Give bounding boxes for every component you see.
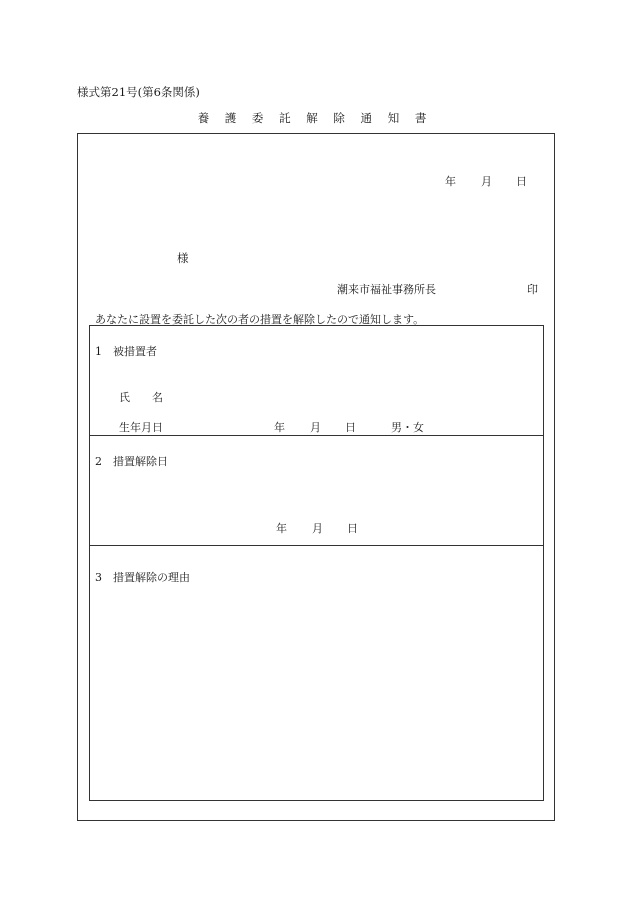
name-label: 氏 名 — [119, 391, 163, 404]
date-year-label: 年 — [445, 175, 456, 188]
birth-month-label: 月 — [310, 421, 321, 434]
row-divider-2 — [89, 545, 544, 546]
termination-year-label: 年 — [276, 522, 287, 535]
document-title: 養 護 委 託 解 除 通 知 書 — [197, 111, 433, 125]
section-person-heading: 1 被措置者 — [95, 345, 157, 358]
birthdate-label: 生年月日 — [119, 421, 163, 434]
birth-day-label: 日 — [345, 421, 356, 434]
notice-body-text: あなたに設置を委託した次の者の措置を解除したので通知します。 — [95, 313, 425, 326]
gender-option: 男・女 — [391, 421, 424, 434]
date-month-label: 月 — [481, 175, 492, 188]
form-number: 様式第21号(第6条関係) — [77, 85, 200, 99]
date-day-label: 日 — [516, 175, 527, 188]
birth-year-label: 年 — [274, 421, 285, 434]
section-termination-date-heading: 2 措置解除日 — [95, 455, 168, 468]
termination-month-label: 月 — [312, 522, 323, 535]
row-divider-1 — [89, 435, 544, 436]
section-reason-heading: 3 措置解除の理由 — [95, 571, 190, 584]
termination-day-label: 日 — [347, 522, 358, 535]
sender-name: 潮来市福祉事務所長 — [337, 283, 436, 296]
seal-mark: 印 — [527, 283, 538, 296]
addressee-suffix: 様 — [177, 251, 189, 265]
